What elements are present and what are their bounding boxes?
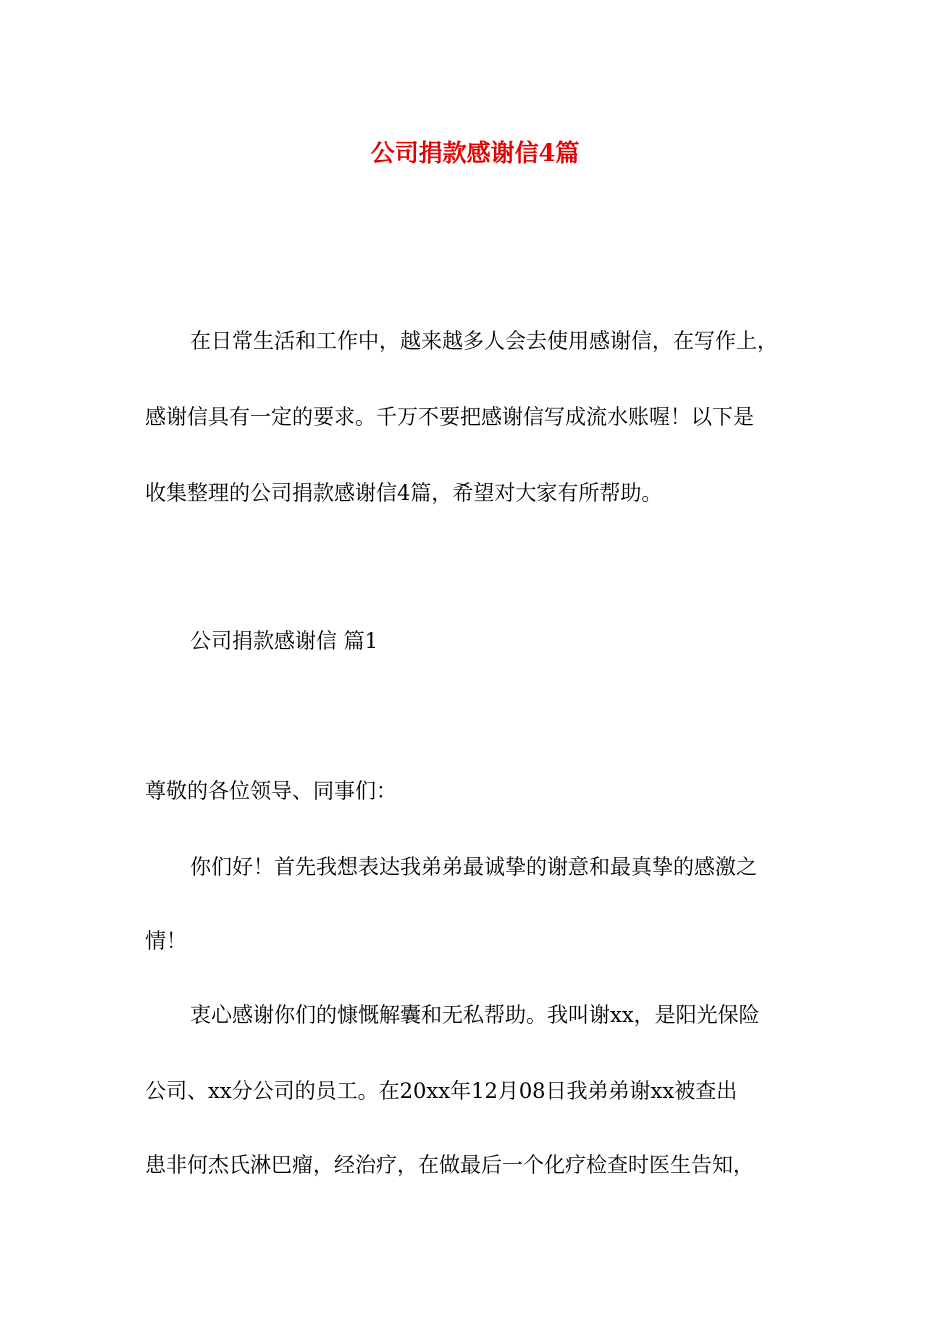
body-line-1: 衷心感谢你们的慷慨解囊和无私帮助。我叫谢xx，是阳光保险 xyxy=(190,1003,760,1027)
salutation: 尊敬的各位领导、同事们： xyxy=(145,779,397,803)
intro-line-2: 感谢信具有一定的要求。千万不要把感谢信写成流水账喔！以下是 xyxy=(145,405,754,429)
greeting-line-1: 你们好！首先我想表达我弟弟最诚挚的谢意和最真挚的感激之 xyxy=(190,855,757,879)
greeting-line-2: 情！ xyxy=(145,929,187,953)
document-title: 公司捐款感谢信4篇 xyxy=(370,138,580,167)
intro-line-1: 在日常生活和工作中，越来越多人会去使用感谢信，在写作上， xyxy=(190,329,778,353)
body-line-2: 公司、xx分公司的员工。在20xx年12月08日我弟弟谢xx被查出 xyxy=(145,1079,738,1103)
section-heading: 公司捐款感谢信 篇1 xyxy=(190,629,379,653)
intro-line-3: 收集整理的公司捐款感谢信4篇，希望对大家有所帮助。 xyxy=(145,481,663,505)
body-line-3: 患非何杰氏淋巴瘤，经治疗，在做最后一个化疗检查时医生告知， xyxy=(145,1153,754,1177)
